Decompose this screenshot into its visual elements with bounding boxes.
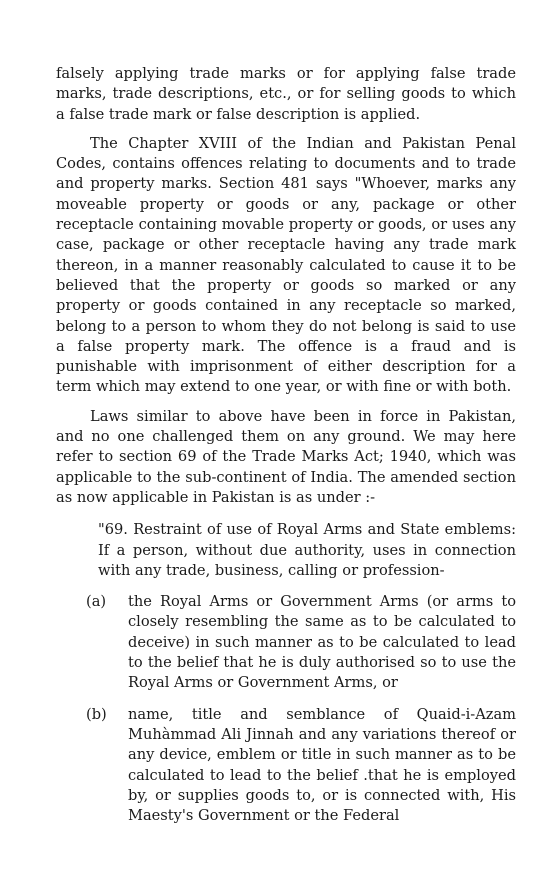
quoted-section-69: "69. Restraint of use of Royal Arms and State emblems: If a person, without due authority, uses in connection with any trade, business, calling or profession- xyxy=(98,521,516,579)
clause-a-text: the Royal Arms or Government Arms (or arms to closely resembling the same as to be calculated to deceive) in such manner as to be calculated to lead to the belief that he is duly authorised so to use the Royal Arms or Government Arms, or xyxy=(128,593,516,692)
paragraph-1: falsely applying trade marks or for applying false trade marks, trade descriptions, etc., or for selling goods to which a false trade mark or false description is applied. xyxy=(56,65,516,123)
clause-a xyxy=(86,592,516,693)
document-page xyxy=(56,64,516,826)
clause-b-text: name, title and semblance of Quaid-i-Azam Muhàmmad Ali Jinnah and any variations thereof or any device, emblem or title in such manner as to be calculated to lead to the belief .that he is employed by, or supplies goods to, or is connected with, His Maesty's Government or the Federal xyxy=(128,705,516,825)
clause-b xyxy=(86,705,516,827)
clause-a-marker: (a) xyxy=(86,593,107,611)
clause-b-marker: (b) xyxy=(86,705,107,723)
paragraph-3: Laws similar to above have been in force in Pakistan, and no one challenged them on any ground. We may here refer to section 69 of the Trade Marks Act; 1940, which was applicable to the sub-continent of India. The amended section as now applicable in Pakistan is as under :- xyxy=(56,407,516,506)
paragraph-2: The Chapter XVIII of the Indian and Pakistan Penal Codes, contains offences relating to documents and to trade and property marks. Section 481 says "Whoever, marks any moveable property or goods or any, package or other receptacle containing movable property or goods, or uses any case, package or other receptacle having any trade mark thereon, in a manner reasonably calculated to cause it to be believed that the property or goods so marked or any property or goods contained in any receptacle so marked, belong to a person to whom they do not belong is said to use a false property mark. The offence is a fraud and is punishable with imprisonment of either description for a term which may extend to one year, or with fine or with both. xyxy=(56,134,516,396)
